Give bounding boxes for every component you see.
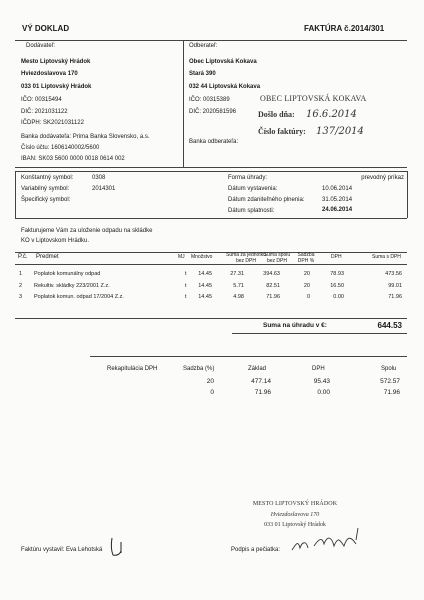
supplier-name: Mesto Liptovský Hrádok <box>21 59 91 65</box>
row-1-unit: t <box>185 271 187 277</box>
col-header-with-vat: Suma s DPH <box>372 254 401 260</box>
recap-row-2-rate: 0 <box>210 389 214 396</box>
row-2-item: Rekultiv. skládky 223/2001 Z.z. <box>34 283 110 289</box>
col-header-qty: Množstvo <box>191 254 213 260</box>
col-header-total: Suma spolu bez DPH <box>263 252 291 264</box>
row-2-unit-price: 5.71 <box>233 283 244 289</box>
invoice-number-title: FAKTÚRA č.2014/301 <box>304 24 385 33</box>
customer-dic: DIČ: 2020581596 <box>189 109 237 115</box>
row-1-unit-price: 27.31 <box>230 271 244 277</box>
vat-recap-label: Rekapitulácia DPH <box>107 366 158 372</box>
variable-symbol-value: 2014301 <box>92 186 116 192</box>
row-3-unit-price: 4.98 <box>233 294 244 300</box>
due-date-label: Dátum splatnosti: <box>228 208 275 214</box>
recap-row-2-total: 71.96 <box>383 389 400 396</box>
recap-row-1-base: 477.14 <box>251 378 271 385</box>
issue-date-value: 10.06.2014 <box>322 186 353 192</box>
row-3-no: 3 <box>19 294 23 300</box>
payment-form-value: prevodný príkaz <box>361 175 404 181</box>
row-1-no: 1 <box>19 271 23 277</box>
issue-date-label: Dátum vystavenia: <box>228 186 278 192</box>
supplier-city: 033 01 Liptovský Hrádok <box>21 84 92 90</box>
supplier-account: Číslo účtu: 1606140002/5600 <box>21 145 100 151</box>
received-date-handwritten: 16.6.2014 <box>306 109 357 120</box>
taxable-date-value: 31.05.2014 <box>322 197 353 203</box>
payment-form-label: Forma úhrady: <box>228 175 268 181</box>
supplier-bank: Banka dodávateľa: Prima Banka Slovensko, a.s. <box>21 134 150 140</box>
customer-label: Odberateľ: <box>189 43 218 49</box>
invoice-no-handwritten: 137/2014 <box>316 126 364 137</box>
intro-line-2: KO v Liptovskom Hrádku. <box>21 238 90 244</box>
issued-by: Faktúru vystavil: Eva Lehotská <box>21 547 103 553</box>
constant-symbol-value: 0308 <box>92 175 106 181</box>
issuer-signature <box>108 536 126 558</box>
total-due-value: 644.53 <box>377 321 402 330</box>
customer-bank: Banka odberateľa: <box>189 139 239 145</box>
row-1-item: Poplatok komunálny odpad <box>34 271 101 277</box>
recap-row-2-base: 71.96 <box>254 389 271 396</box>
row-2-unit: t <box>185 283 187 289</box>
row-3-rate: 0 <box>306 294 310 300</box>
signature-label: Podpis a pečiatka: <box>231 547 281 553</box>
customer-city: 032 44 Liptovská Kokava <box>189 84 261 90</box>
supplier-dic: DIČ: 2021031122 <box>21 109 68 115</box>
row-3-total: 71.96 <box>266 294 280 300</box>
supplier-iban: IBAN: SK03 5600 0000 0018 0614 002 <box>21 156 125 162</box>
row-1-qty: 14.45 <box>198 271 212 277</box>
col-header-unit-price: Suma za jednotku bez DPH <box>225 252 267 264</box>
row-1-with-vat: 473.56 <box>385 271 402 277</box>
total-due-label: Suma na úhradu v €: <box>263 322 327 329</box>
issuer-stamp-line-1: MESTO LIPTOVSKÝ HRÁDOK <box>252 501 338 507</box>
row-2-qty: 14.45 <box>198 283 212 289</box>
row-2-with-vat: 99.01 <box>388 283 402 289</box>
col-header-item: Predmet <box>36 254 59 260</box>
recap-base-header: Základ <box>248 366 267 372</box>
supplier-street: Hviezdoslavova 170 <box>21 71 78 77</box>
col-header-vat: DPH <box>331 254 342 260</box>
document-title-left: VÝ DOKLAD <box>22 24 70 33</box>
recap-row-1-rate: 20 <box>206 378 214 385</box>
taxable-date-label: Dátum zdaniteľného plnenia: <box>228 197 305 203</box>
authorized-signature <box>288 526 366 556</box>
receipt-stamp: OBEC LIPTOVSKÁ KOKAVA <box>260 94 367 103</box>
row-2-rate: 20 <box>303 283 310 289</box>
recap-row-1-total: 572.57 <box>380 378 400 385</box>
row-2-total: 82.51 <box>266 283 280 289</box>
constant-symbol-label: Konštantný symbol: <box>21 175 74 181</box>
customer-ico: IČO: 00315389 <box>189 97 230 103</box>
recap-total-header: Spolu <box>381 366 397 372</box>
recap-row-1-vat: 95.43 <box>313 378 330 385</box>
issuer-stamp-line-3: 033 01 Liptovský Hrádok <box>264 522 326 528</box>
recap-vat-header: DPH <box>312 366 325 372</box>
intro-line-1: Fakturujeme Vám za uloženie odpadu na skládke <box>21 228 153 234</box>
customer-street: Stará 390 <box>189 71 216 77</box>
supplier-ico: IČO: 00315494 <box>21 97 62 103</box>
invoice-no-label: Číslo faktúry: <box>258 127 306 136</box>
supplier-icdph: IČDPH: SK2021031122 <box>21 120 84 126</box>
specific-symbol-label: Špecifický symbol: <box>21 197 71 203</box>
col-header-unit: MJ <box>178 254 185 260</box>
supplier-label: Dodávateľ: <box>26 43 56 49</box>
recap-rate-header: Sadzba (%) <box>183 366 215 372</box>
row-3-item: Poplatok komun. odpad 17/2004 Z.z. <box>34 294 124 300</box>
variable-symbol-label: Variabilný symbol: <box>21 186 70 192</box>
received-date-label: Došlo dňa: <box>258 110 295 119</box>
row-2-no: 2 <box>19 283 23 289</box>
customer-name: Obec Liptovská Kokava <box>189 59 257 65</box>
row-1-rate: 20 <box>303 271 310 277</box>
row-1-vat: 78.93 <box>330 271 344 277</box>
col-header-no: P.č. <box>18 254 28 260</box>
issuer-stamp-line-2: Hviezdoslavova 170 <box>270 512 320 518</box>
due-date-value: 24.06.2014 <box>322 207 353 213</box>
row-2-vat: 16.50 <box>330 283 344 289</box>
row-3-unit: t <box>185 294 187 300</box>
row-3-qty: 14.45 <box>198 294 212 300</box>
row-1-total: 394.63 <box>263 271 280 277</box>
recap-row-2-vat: 0.00 <box>317 389 330 396</box>
row-3-with-vat: 71.96 <box>388 294 402 300</box>
col-header-rate: Sadzba DPH % <box>297 252 315 264</box>
row-3-vat: 0.00 <box>333 294 344 300</box>
